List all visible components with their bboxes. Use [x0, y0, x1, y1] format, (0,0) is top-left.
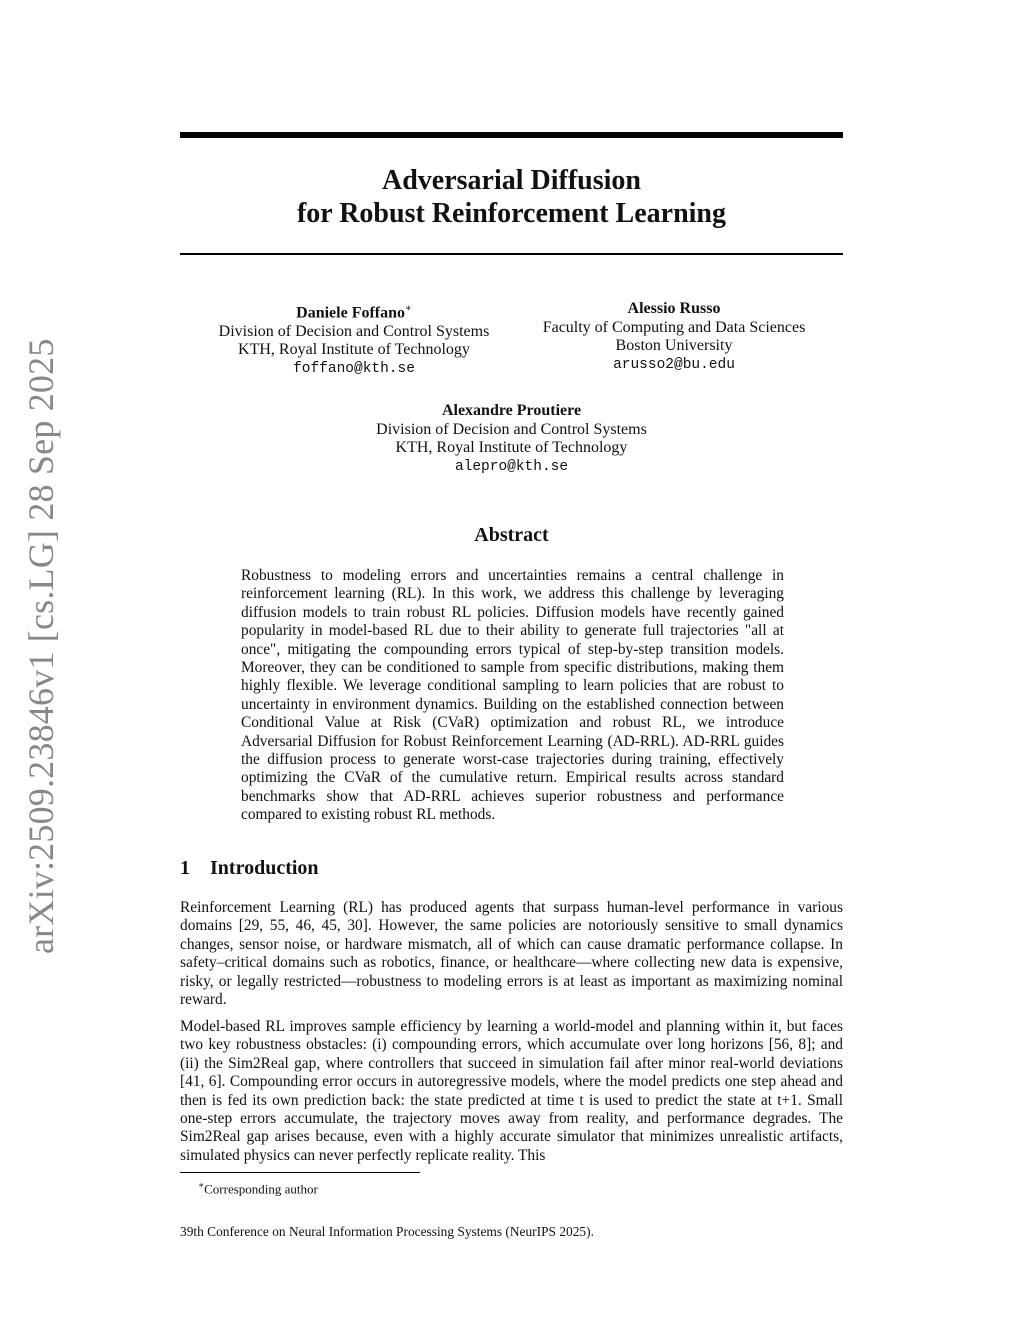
title-line-1: Adversarial Diffusion: [382, 165, 641, 196]
venue-note: 39th Conference on Neural Information Processing Systems (NeurIPS 2025).: [180, 1224, 594, 1239]
introduction-paragraph-1: Reinforcement Learning (RL) has produced agents that surpass human-level performance in various domains [29, 55, 46, 45, 30]. However, the same policies are notoriously sensitive to small dynamics changes, sensor noise, or hardware mismatch, all of which can cause dramatic performance collapse. In safety–critical domains such as robotics, finance, or healthcare—where collecting new data is expensive, risky, or legally restricted—robustness to modeling errors is at least as important as maximizing nominal reward.: [180, 899, 843, 1009]
introduction-paragraph-2: Model-based RL improves sample efficiency by learning a world-model and planning within it, but faces two key robustness obstacles: (i) compounding errors, which accumulate over long horizons [56, 8]; and (ii) the Sim2Real gap, where controllers that succeed in simulation fail after minor real-world deviations [41, 6]. Compounding error occurs in autoregressive models, where the model predicts one step ahead and then is fed its own prediction back: the state predicted at time t is used to predict the state at t+1. Small one-step errors accumulate, the trajectory moves away from reality, and performance degrades. The Sim2Real gap arises because, even with a highly accurate simulator that minimizes unrealistic artifacts, simulated physics can never perfectly replicate reality. This: [180, 1018, 843, 1164]
paper-title: [180, 164, 843, 230]
author-institution: KTH, Royal Institute of Technology: [238, 341, 470, 359]
section-title: Introduction: [210, 857, 319, 879]
title-line-2: for Robust Reinforcement Learning: [296, 198, 727, 229]
author-name: Alexandre Proutiere: [441, 402, 582, 419]
author-email: alepro@kth.se: [454, 458, 569, 475]
author-email: arusso2@bu.edu: [613, 356, 735, 373]
author-affiliation: Faculty of Computing and Data Sciences: [542, 318, 806, 336]
author-affiliation: Division of Decision and Control Systems: [376, 420, 647, 438]
title-bottom-rule: [180, 253, 843, 255]
author-block-russo: [512, 300, 836, 374]
abstract-text: Robustness to modeling errors and uncertainties remains a central challenge in reinforcement learning (RL). In this work, we address this challenge by leveraging diffusion models to train robust RL policies. Diffusion models have recently gained popularity in model-based RL due to their ability to generate full trajectories "all at once", mitigating the compounding errors typical of step-by-step transition models. Moreover, they can be conditioned to sample from specific distributions, making them highly flexible. We leverage conditional sampling to learn policies that are robust to uncertainty in environment dynamics. Building on the established connection between Conditional Value at Risk (CVaR) optimization and robust RL, we introduce Adversarial Diffusion for Robust Reinforcement Learning (AD-RRL). AD-RRL guides the diffusion process to generate worst-case trajectories during training, effectively optimizing the CVaR of the cumulative return. Empirical results across standard benchmarks show that AD-RRL achieves superior robustness and performance compared to existing robust RL methods.: [241, 567, 784, 824]
author-institution: Boston University: [615, 337, 733, 354]
author-affiliation: Division of Decision and Control Systems: [218, 322, 490, 340]
author-block-foffano: [180, 300, 528, 378]
author-name: Daniele Foffano∗: [296, 303, 412, 322]
arxiv-identifier-stamp: arXiv:2509.23846v1 [cs.LG] 28 Sep 2025: [21, 338, 61, 954]
section-heading-introduction: [180, 856, 319, 880]
footnote: [198, 1177, 318, 1197]
footnote-rule: [180, 1172, 420, 1173]
author-email: foffano@kth.se: [293, 360, 415, 377]
corresponding-author-mark: ∗: [405, 303, 412, 314]
title-top-rule: [180, 132, 843, 138]
author-name: Alessio Russo: [627, 300, 721, 317]
abstract-heading: Abstract: [474, 524, 549, 546]
section-number: 1: [180, 857, 190, 879]
footnote-text: Corresponding author: [204, 1181, 318, 1197]
author-block-proutiere: [180, 402, 843, 476]
author-institution: KTH, Royal Institute of Technology: [395, 439, 628, 456]
footnote-mark: ∗: [198, 1180, 205, 1190]
